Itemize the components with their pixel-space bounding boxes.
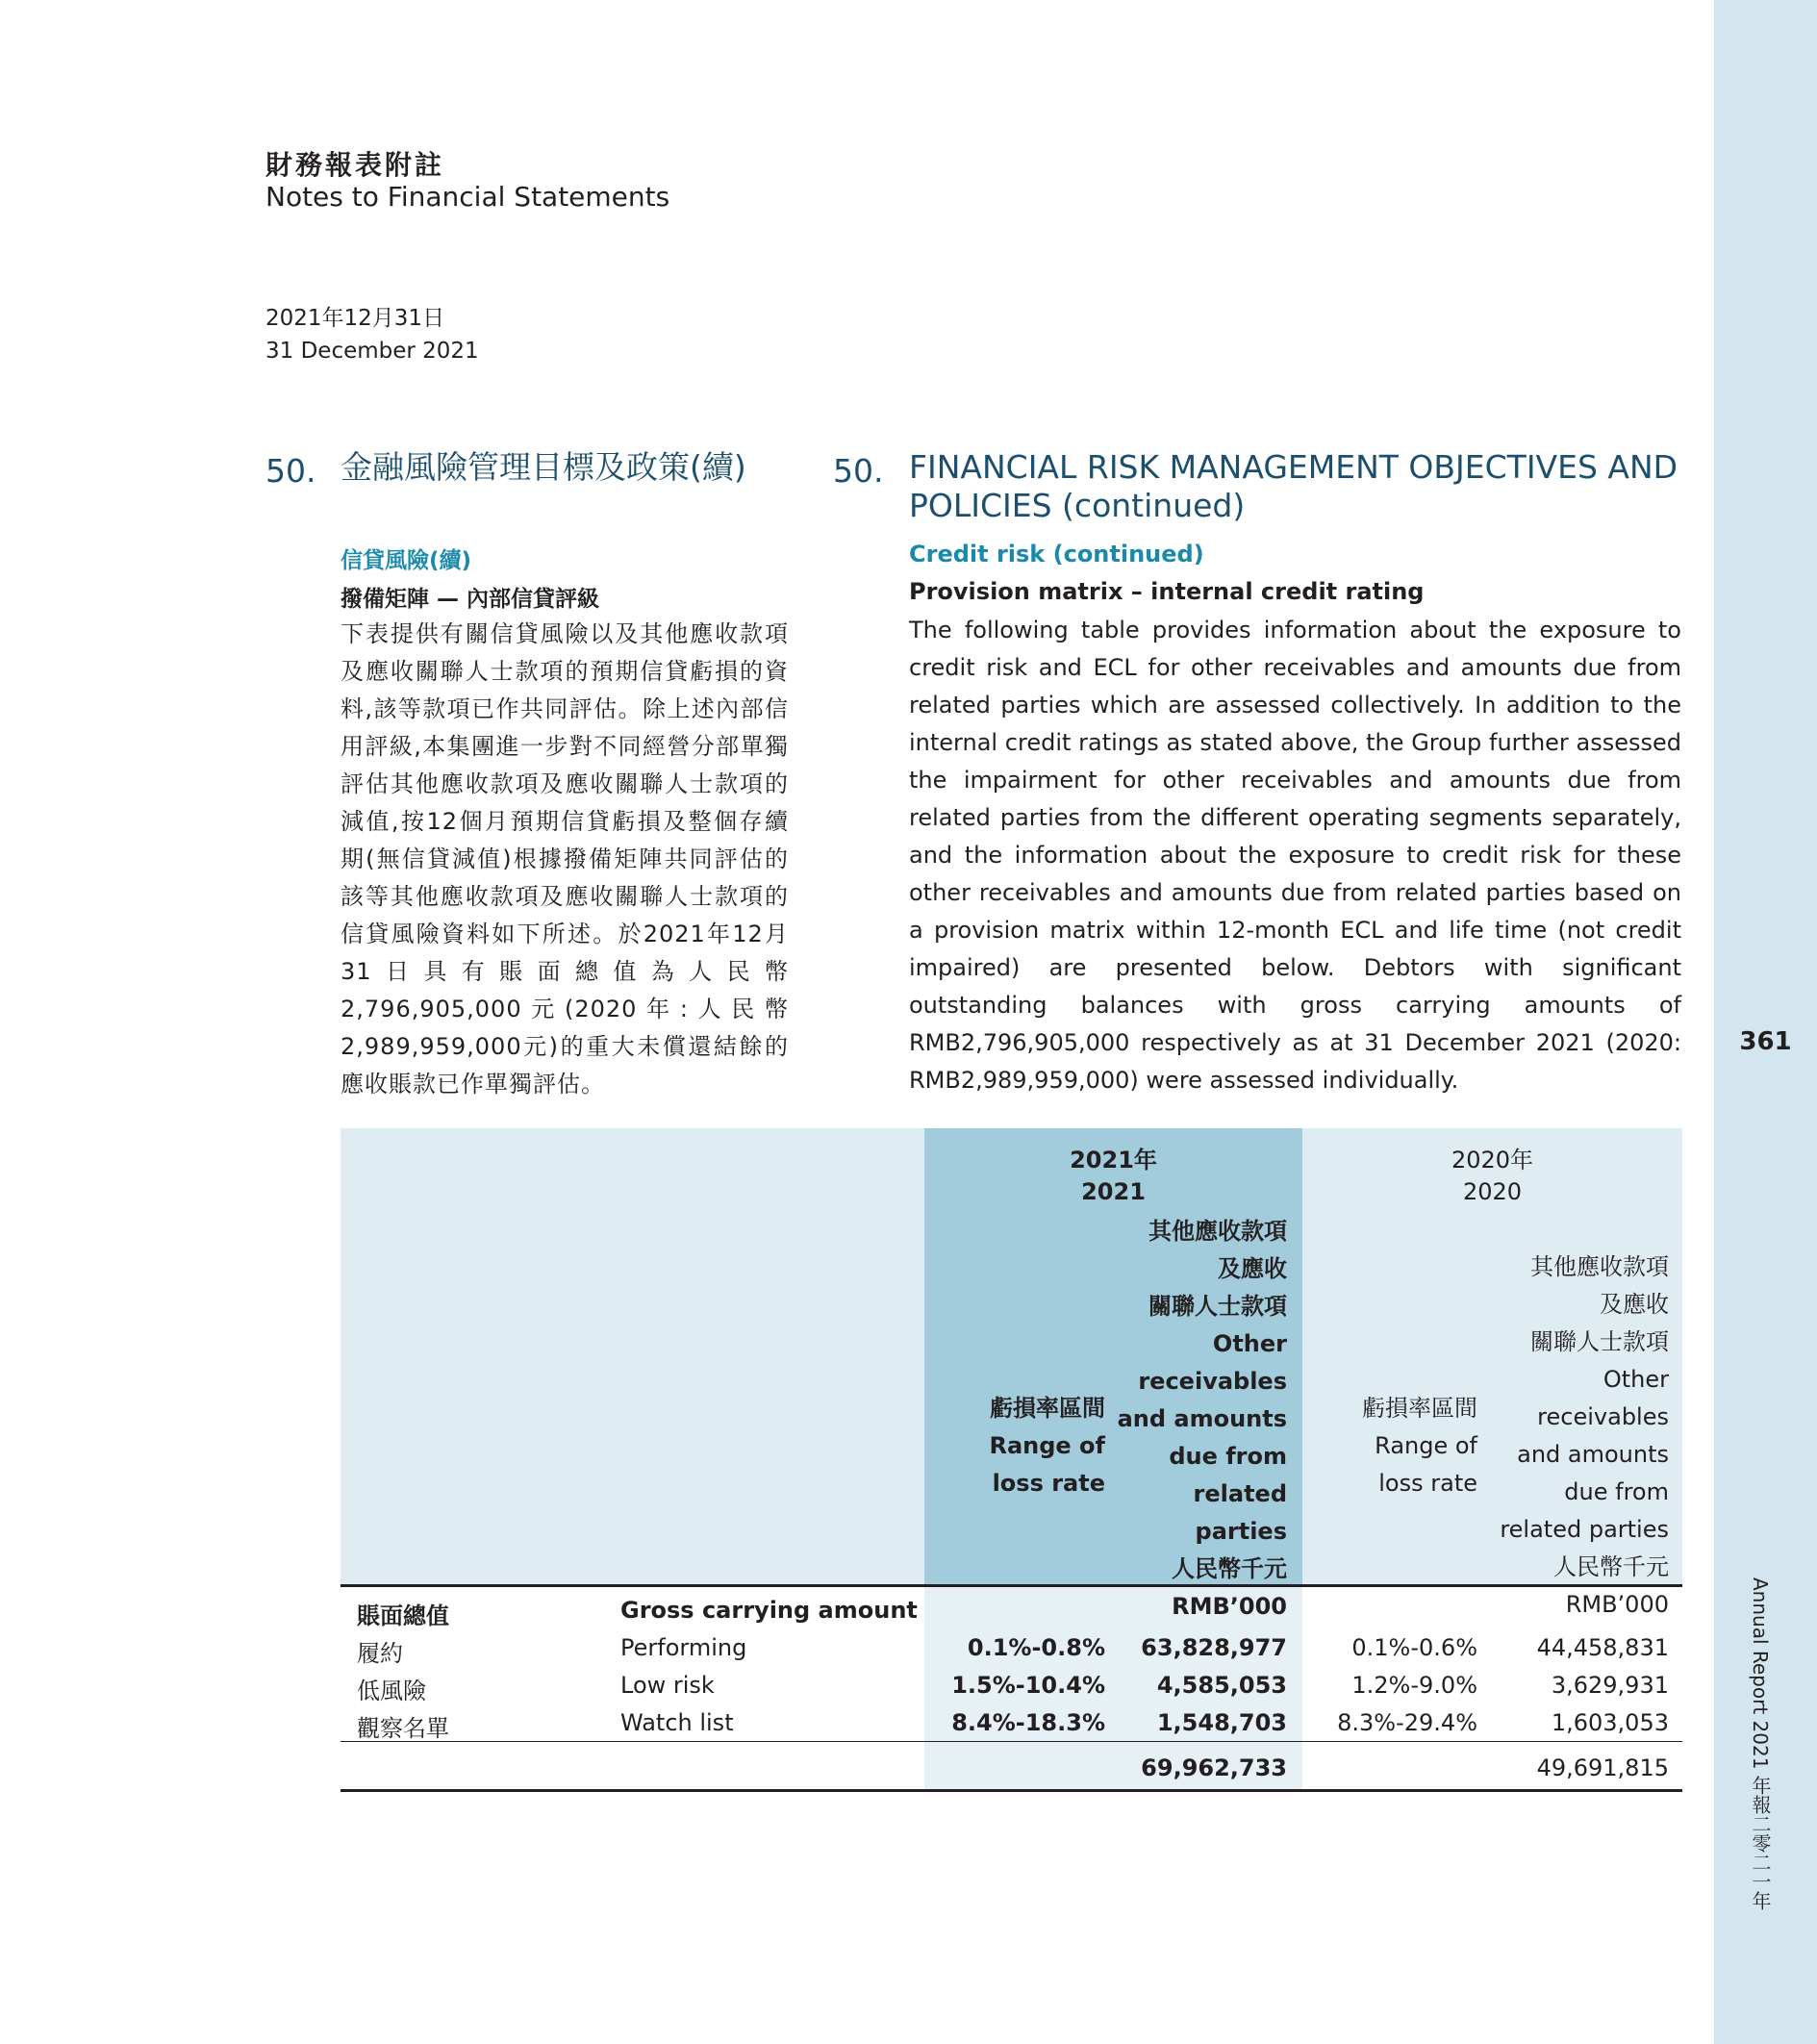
header-2020-amount: 其他應收款項 及應收 關聯人士款項 Other receivables and amounts due from related parties 人民幣千元 RMB’000 [1500,1253,1669,1618]
provision-matrix-table [341,1128,1682,1792]
section-title-en [909,448,1678,525]
row-low-risk-amount-2021: 4,585,053 [1156,1672,1287,1699]
row-performing-amount-2021: 63,828,977 [1141,1634,1287,1661]
row-low-risk-range-2020: 1.2%-9.0% [1351,1672,1477,1699]
table-bottom-rule [341,1789,1682,1792]
section-number-cn: 50. [265,452,316,490]
year-2021-cn: 2021年 [1070,1147,1157,1173]
row-performing-range-2020: 0.1%-0.6% [1351,1634,1477,1661]
paragraph-cn: 下表提供有關信貸風險以及其他應收款項及應收關聯人士款項的預期信貸虧損的資料,該等款項已作共同評估。除上述內部信用評級,本集團進一步對不同經營分部單獨評估其他應收款項及應收關聯人士款項的減值,按12個月預期信貸虧損及整個存續期(無信貸減值)根據撥備矩陣共同評估的該等其他應收款項及應收關聯人士款項的信貸風險資料如下所述。於2021年12月31日具有賬面總值為人民幣2,796,905,000元(2020年:人民幣2,989,959,000元)的重大未償還結餘的應收賬款已作單獨評估。 [341,620,789,1098]
subsubheading-cn: 撥備矩陣 — 內部信貸評級 [341,587,600,612]
row-low-risk-amount-2020: 3,629,931 [1551,1672,1669,1699]
row-watch-list-cn: 觀察名單 [357,1715,449,1742]
row-watch-list-amount-2020: 1,603,053 [1551,1709,1669,1736]
year-2020-en: 2020 [1462,1178,1523,1205]
section-title-en-line2: POLICIES (continued) [909,487,1246,524]
row-performing-range-2021: 0.1%-0.8% [967,1634,1105,1661]
page-number: 361 [1739,1027,1792,1056]
gross-label-en: Gross carrying amount [620,1597,918,1624]
section-title-cn: 金融風險管理目標及政策(續) [341,448,746,486]
row-performing-en: Performing [620,1634,747,1661]
date-cn: 2021年12月31日 [265,306,445,331]
row-low-risk-range-2021: 1.5%-10.4% [951,1672,1105,1699]
subheading-cn: 信貸風險(續) [341,548,472,573]
subsubheading-en: Provision matrix – internal credit rating [909,578,1425,605]
table-subtotal-rule [341,1741,1682,1742]
year-2021-en: 2021 [1081,1178,1146,1205]
row-watch-list-range-2020: 8.3%-29.4% [1337,1709,1477,1736]
subheading-en: Credit risk (continued) [909,541,1204,568]
row-low-risk-en: Low risk [620,1672,715,1699]
row-performing-cn: 履約 [357,1640,403,1667]
gross-label-cn: 賬面總值 [357,1602,449,1629]
header-2021-amount: 其他應收款項 及應收 關聯人士款項 Other receivables and amounts due from related parties 人民幣千元 RMB’000 [1117,1218,1287,1620]
section-number-en: 50. [833,452,884,490]
row-low-risk-cn: 低風險 [357,1678,426,1704]
row-watch-list-en: Watch list [620,1709,734,1736]
header-2020-range: 虧損率區間 Range of loss rate [1362,1395,1477,1497]
header-title-en: Notes to Financial Statements [265,181,670,213]
section-title-en-line1: FINANCIAL RISK MANAGEMENT OBJECTIVES AND [909,448,1678,486]
row-performing-amount-2020: 44,458,831 [1536,1634,1669,1661]
total-2020: 49,691,815 [1536,1754,1669,1781]
row-watch-list-amount-2021: 1,548,703 [1156,1709,1287,1736]
row-watch-list-range-2021: 8.4%-18.3% [951,1709,1105,1736]
header-2021-range: 虧損率區間 Range of loss rate [989,1395,1105,1497]
side-label: Annual Report 2021 年報二零二一年 [1749,1577,1772,1910]
paragraph-en: The following table provides information about the exposure to credit risk and ECL for other receivables and amounts due from related parties which are assessed collectively. In addition to the internal credit ratings as stated above, the Group further assessed the impairment for other receivables and amounts due from related parties from the different operating segments separately, and the information about the exposure to credit risk for these other receivables and amounts due from related parties based on a provision matrix within 12-month ECL and life time (not credit impaired) are presented below. Debtors with significant outstanding balances with gross carrying amounts of RMB2,796,905,000 respectively as at 31 December 2021 (2020: RMB2,989,959,000) were assessed individually. [909,617,1681,1094]
year-2020-cn: 2020年 [1451,1147,1534,1173]
header-title-cn: 財務報表附註 [265,149,445,181]
total-2021: 69,962,733 [1141,1754,1287,1781]
date-en: 31 December 2021 [265,339,479,364]
